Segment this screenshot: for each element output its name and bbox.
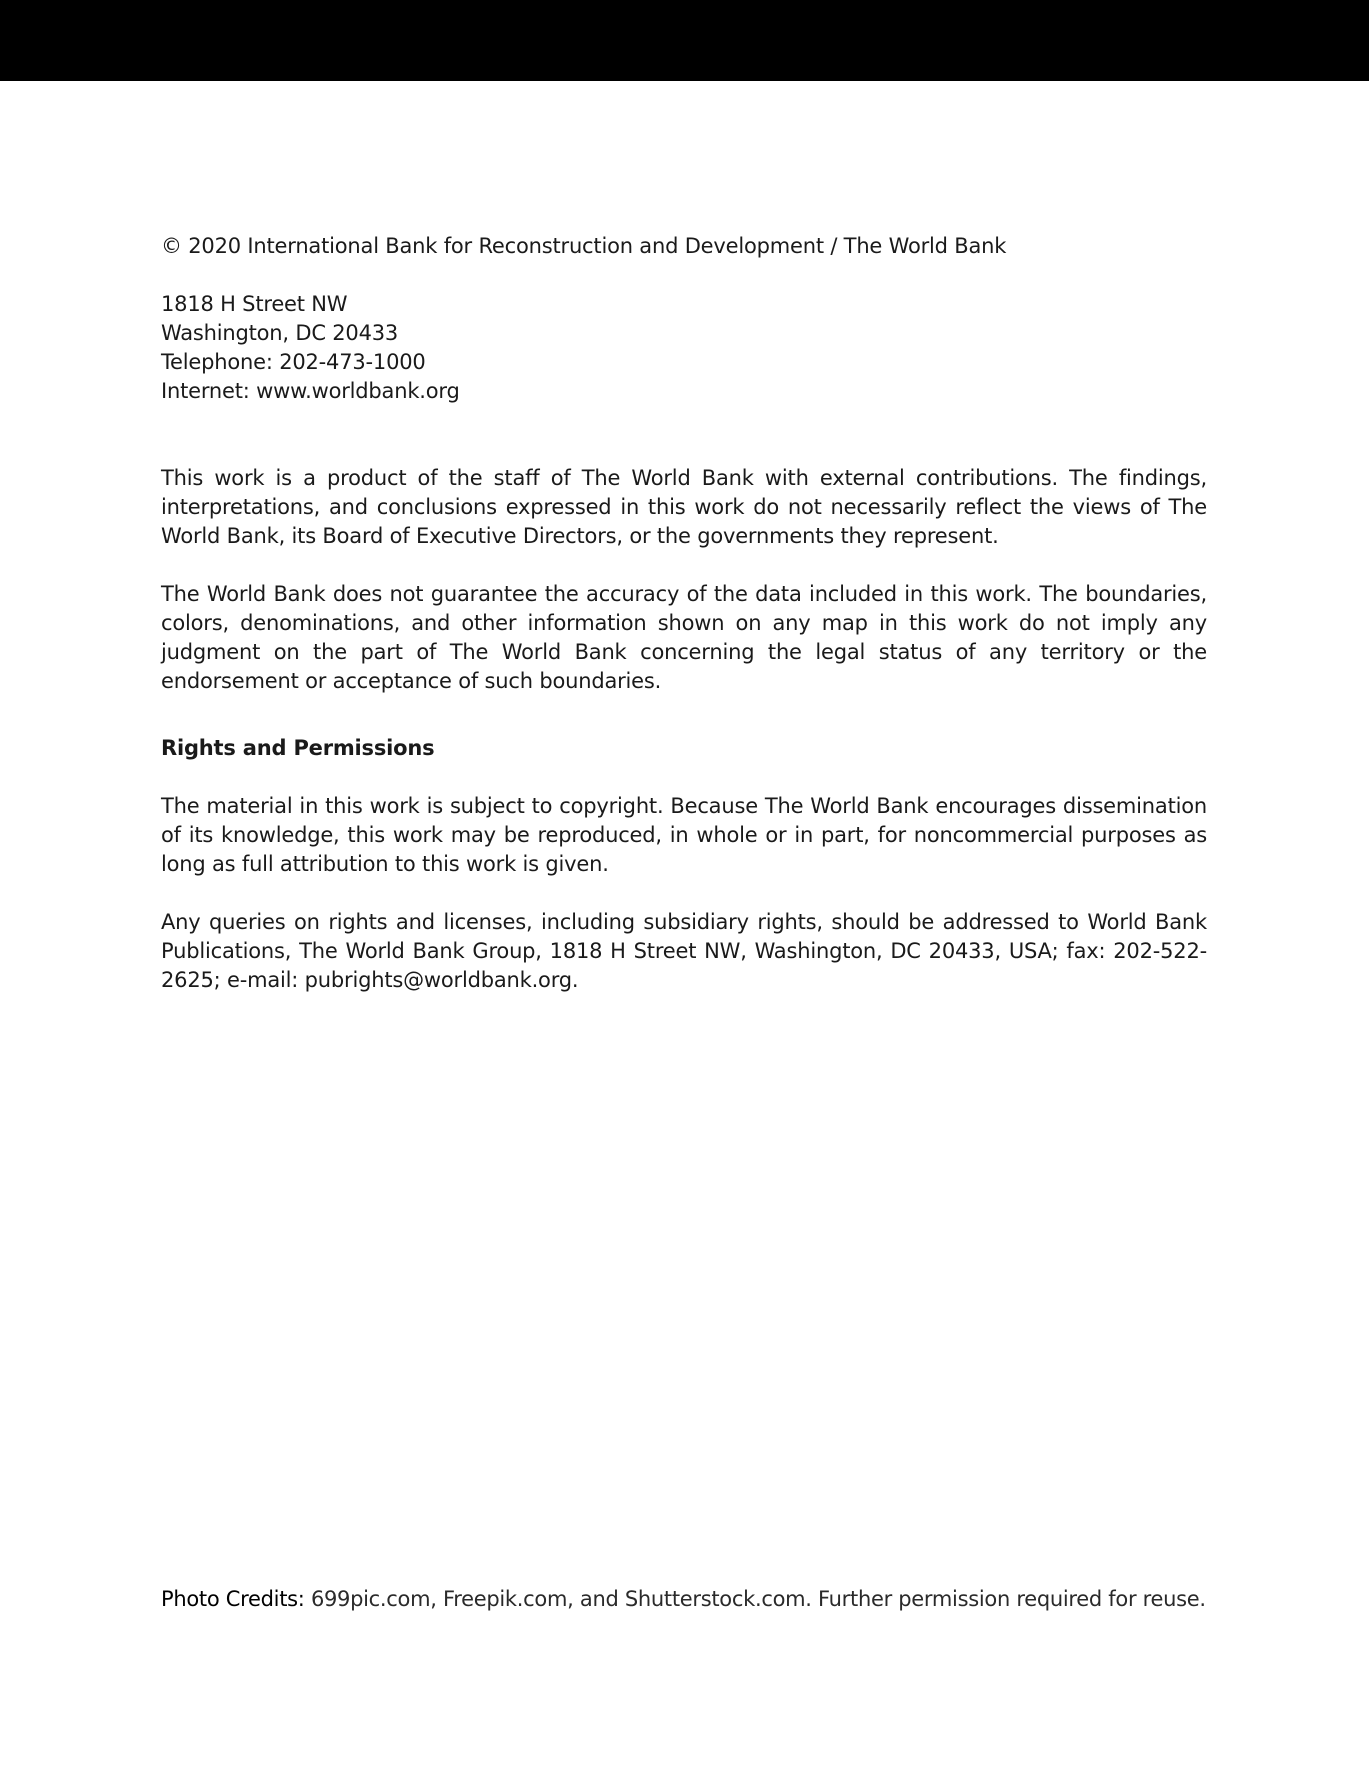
photo-credits-text: 699pic.com, Freepik.com, and Shutterstock.com. Further permission required for reuse.	[304, 1587, 1206, 1611]
disclaimer-paragraph-1: This work is a product of the staff of The World Bank with external contributions. The findings, interpretations, and conclusions expressed in this work do not necessarily reflect the views of The World Bank, its Board of Executive Directors, or the governments they represent.	[161, 466, 1207, 548]
rights-paragraph-2: Any queries on rights and licenses, including subsidiary rights, should be addressed to World Bank Publications, The World Bank Group, 1818 H Street NW, Washington, DC 20433, USA; fax: 202-522-2625; e-mail: pubrights@worldbank.org.	[161, 910, 1207, 992]
top-black-band	[0, 0, 1369, 81]
address-telephone: Telephone: 202-473-1000	[161, 350, 426, 374]
rights-paragraph-1: The material in this work is subject to copyright. Because The World Bank encourages dissemination of its knowledge, this work may be reproduced, in whole or in part, for noncommercial purposes as long as full attribution to this work is given.	[161, 794, 1207, 876]
disclaimer-paragraph-2: The World Bank does not guarantee the accuracy of the data included in this work. The boundaries, colors, denominations, and other information shown on any map in this work do not imply any judgment on the part of The World Bank concerning the legal status of any territory or the endorsement or acceptance of such boundaries.	[161, 582, 1207, 693]
address-street: 1818 H Street NW	[161, 292, 348, 316]
photo-credits	[161, 1585, 1261, 1614]
copyright-notice: © 2020 International Bank for Reconstruction and Development / The World Bank	[161, 234, 1007, 258]
photo-credits-label: Photo Credits:	[161, 1587, 305, 1611]
copyright-page-content	[161, 232, 1207, 995]
address-block	[161, 290, 1207, 406]
rights-heading: Rights and Permissions	[161, 736, 435, 760]
address-city: Washington, DC 20433	[161, 321, 399, 345]
address-internet: Internet: www.worldbank.org	[161, 379, 460, 403]
